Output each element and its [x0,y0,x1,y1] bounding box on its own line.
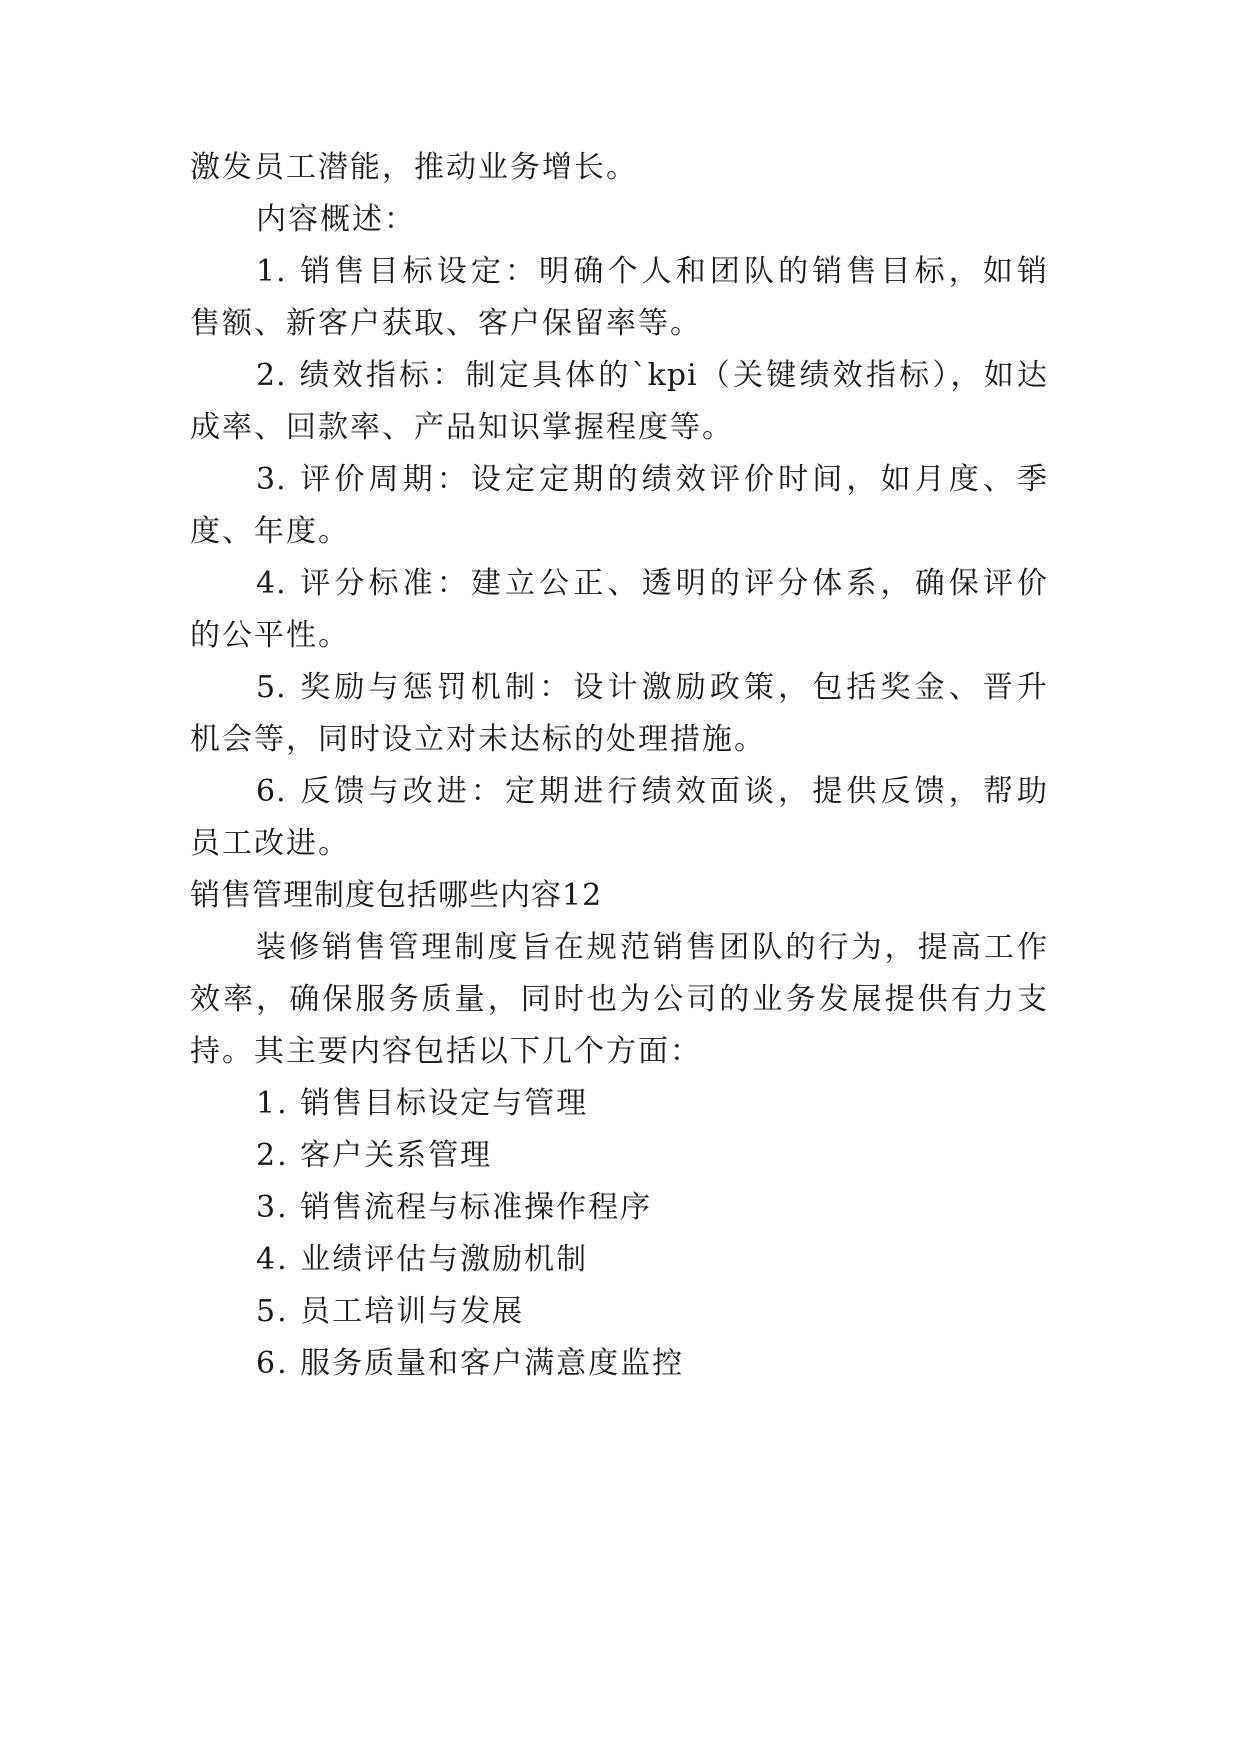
list-item-line: 5. 奖励与惩罚机制：设计激励政策，包括奖金、晋升 [256,670,1048,705]
list-item: 5. 员工培训与发展 [256,1294,525,1329]
list-item-line: 4. 评分标准：建立公正、透明的评分体系，确保评价 [256,566,1048,601]
list-item: 4. 业绩评估与激励机制 [256,1242,589,1277]
list-item-line: 1. 销售目标设定：明确个人和团队的销售目标，如销 [256,254,1048,289]
list-item: 2. 客户关系管理 [256,1138,493,1173]
paragraph-line: 激发员工潜能，推动业务增长。 [190,150,638,185]
section-label: 内容概述： [256,202,416,237]
list-item-line: 售额、新客户获取、客户保留率等。 [190,306,702,341]
list-item: 1. 销售目标设定与管理 [256,1086,589,1121]
section-heading: 销售管理制度包括哪些内容12 [190,878,603,913]
paragraph-line: 持。其主要内容包括以下几个方面： [190,1034,702,1069]
list-item-line: 度、年度。 [190,514,350,549]
list-item-line: 成率、回款率、产品知识掌握程度等。 [190,410,734,445]
list-item-line: 3. 评价周期：设定定期的绩效评价时间，如月度、季 [256,462,1048,497]
paragraph-line: 效率，确保服务质量，同时也为公司的业务发展提供有力支 [190,982,1048,1017]
list-item-line: 的公平性。 [190,618,350,653]
list-item: 3. 销售流程与标准操作程序 [256,1190,653,1225]
list-item-line: 员工改进。 [190,826,350,861]
list-item-line: 机会等，同时设立对未达标的处理措施。 [190,722,766,757]
list-item-line: 6. 反馈与改进：定期进行绩效面谈，提供反馈，帮助 [256,774,1048,809]
list-item: 6. 服务质量和客户满意度监控 [256,1346,685,1381]
list-item-line: 2. 绩效指标：制定具体的`kpi（关键绩效指标），如达 [256,358,1048,393]
paragraph-line: 装修销售管理制度旨在规范销售团队的行为，提高工作 [256,930,1048,965]
